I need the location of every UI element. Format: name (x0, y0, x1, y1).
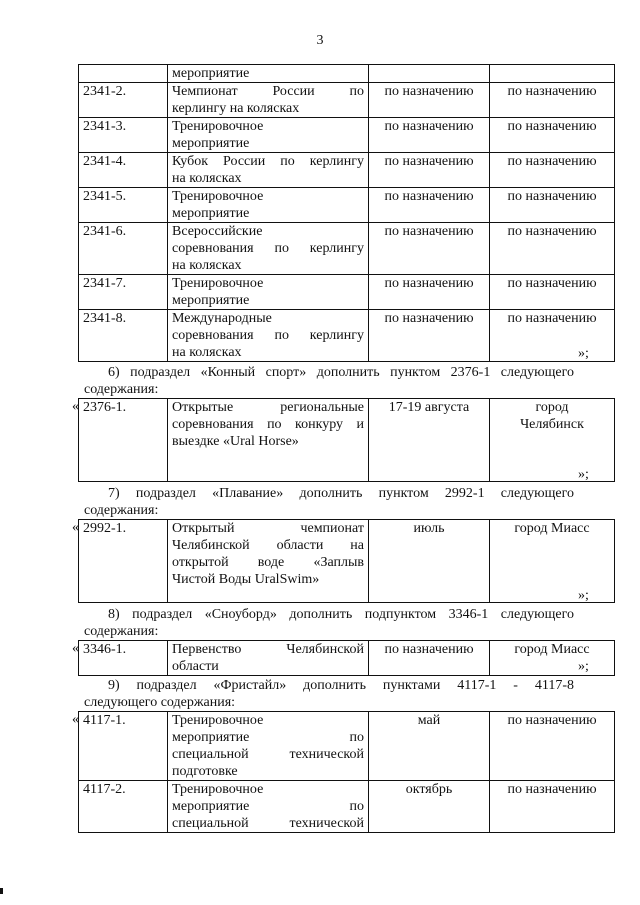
close-quote: »; (578, 467, 589, 482)
paragraph-line: содержания: (84, 624, 159, 639)
table-row (79, 118, 615, 153)
table-freestyle (78, 711, 615, 833)
cell-date (369, 65, 490, 83)
open-quote: « (72, 399, 79, 414)
cell-date: по назначению (369, 83, 490, 118)
cell-place: по назначению (490, 188, 615, 223)
event-line: на колясках (172, 345, 242, 360)
event-line: подготовке (172, 764, 238, 779)
cell-number: 2376-1. (79, 399, 168, 482)
event-line: Челябинской области на (172, 538, 364, 553)
paragraph-line: 8) подраздел «Сноуборд» дополнить подпунктом 3346-1 следующего (108, 607, 574, 622)
cell-number: 2341-4. (79, 153, 168, 188)
event-line: мероприятие (172, 66, 250, 81)
table-row (79, 65, 615, 83)
event-line: Тренировочное (172, 713, 264, 728)
cell-date: июль (369, 520, 490, 603)
table-swimming (78, 519, 615, 603)
table-row (79, 399, 615, 482)
event-line: на колясках (172, 171, 242, 186)
paragraph-8 (86, 606, 574, 640)
event-line: Открытый чемпионат (172, 521, 364, 536)
cell-number (79, 65, 168, 83)
event-line: Тренировочное (172, 119, 264, 134)
cell-date: по назначению (369, 153, 490, 188)
table-row (79, 641, 615, 676)
event-line: мероприятие по (172, 730, 364, 745)
cell-event (168, 275, 369, 310)
cell-number: 4117-2. (79, 781, 168, 833)
event-line: соревнования по керлингу (172, 328, 364, 343)
event-line: Тренировочное (172, 276, 264, 291)
cell-number: 2341-2. (79, 83, 168, 118)
close-quote: »; (578, 659, 589, 674)
cell-date: по назначению (369, 223, 490, 275)
paragraph-line: содержания: (84, 382, 159, 397)
cell-number: 2992-1. (79, 520, 168, 603)
cell-number: 2341-8. (79, 310, 168, 362)
table-row (79, 153, 615, 188)
close-quote: »; (578, 346, 589, 361)
cell-event (168, 188, 369, 223)
page-number: 3 (316, 33, 324, 48)
cell-event (168, 223, 369, 275)
event-line: Чемпионат России по (172, 84, 364, 99)
cell-number: 2341-7. (79, 275, 168, 310)
table-row (79, 781, 615, 833)
event-line: Первенство Челябинской (172, 642, 364, 657)
cell-event (168, 153, 369, 188)
cell-place: город Миасс (490, 641, 615, 676)
cell-place: по назначению (490, 83, 615, 118)
cell-place: по назначению (490, 275, 615, 310)
cell-number: 2341-5. (79, 188, 168, 223)
cell-number: 2341-3. (79, 118, 168, 153)
table-row (79, 520, 615, 603)
cell-place: по назначению (490, 118, 615, 153)
open-quote: « (72, 712, 79, 727)
cell-event (168, 641, 369, 676)
event-line: Кубок России по керлингу (172, 154, 364, 169)
event-line: Тренировочное (172, 189, 264, 204)
event-line: соревнования по конкуру и (172, 417, 364, 432)
table-curling (78, 64, 615, 362)
cell-date: по назначению (369, 188, 490, 223)
paragraph-line: 7) подраздел «Плавание» дополнить пунктом 2992-1 следующего (108, 486, 574, 501)
cell-date: 17-19 августа (369, 399, 490, 482)
cell-event (168, 781, 369, 833)
cell-date: по назначению (369, 118, 490, 153)
table-row (79, 275, 615, 310)
table-snowboard (78, 640, 615, 676)
open-quote: « (72, 520, 79, 535)
event-line: мероприятие (172, 206, 250, 221)
event-line: выездке «Ural Horse» (172, 434, 299, 449)
event-line: соревнования по керлингу (172, 241, 364, 256)
event-line: специальной технической (172, 747, 364, 762)
paragraph-line: следующего содержания: (84, 695, 236, 710)
paragraph-line: содержания: (84, 503, 159, 518)
cell-date: по назначению (369, 641, 490, 676)
place-line: Челябинск (520, 417, 584, 432)
table-row (79, 223, 615, 275)
cell-number: 4117-1. (79, 712, 168, 781)
cell-place (490, 399, 615, 482)
scan-mark (0, 888, 3, 894)
cell-date: май (369, 712, 490, 781)
cell-date: октябрь (369, 781, 490, 833)
cell-place: по назначению (490, 310, 615, 362)
cell-number: 2341-6. (79, 223, 168, 275)
event-line: на колясках (172, 258, 242, 273)
cell-event (168, 712, 369, 781)
cell-event (168, 118, 369, 153)
event-line: Всероссийские (172, 224, 263, 239)
cell-event (168, 65, 369, 83)
paragraph-6 (86, 364, 574, 398)
event-line: керлингу на колясках (172, 101, 300, 116)
paragraph-line: 9) подраздел «Фристайл» дополнить пунктами 4117-1 - 4117-8 (108, 678, 574, 693)
cell-event (168, 399, 369, 482)
cell-number: 3346-1. (79, 641, 168, 676)
open-quote: « (72, 641, 79, 656)
event-line: открытой воде «Заплыв (172, 555, 364, 570)
place-line: город (535, 400, 569, 415)
event-line: мероприятие по (172, 799, 364, 814)
cell-place: по назначению (490, 153, 615, 188)
cell-event (168, 310, 369, 362)
table-equestrian (78, 398, 615, 482)
event-line: Чистой Воды UralSwim» (172, 572, 320, 587)
paragraph-7 (86, 485, 574, 519)
event-line: Открытые региональные (172, 400, 364, 415)
event-line: Международные (172, 311, 272, 326)
paragraph-line: 6) подраздел «Конный спорт» дополнить пунктом 2376-1 следующего (108, 365, 574, 380)
event-line: Тренировочное (172, 782, 264, 797)
cell-event (168, 520, 369, 603)
table-row (79, 712, 615, 781)
cell-date: по назначению (369, 275, 490, 310)
cell-place: по назначению (490, 223, 615, 275)
cell-place: по назначению (490, 712, 615, 781)
cell-place: по назначению (490, 781, 615, 833)
cell-place (490, 65, 615, 83)
table-row (79, 83, 615, 118)
table-row (79, 188, 615, 223)
table-row (79, 310, 615, 362)
cell-date: по назначению (369, 310, 490, 362)
cell-place: город Миасс (490, 520, 615, 603)
close-quote: »; (578, 588, 589, 603)
event-line: мероприятие (172, 136, 250, 151)
cell-event (168, 83, 369, 118)
paragraph-9 (86, 677, 574, 711)
event-line: мероприятие (172, 293, 250, 308)
event-line: области (172, 659, 219, 674)
event-line: специальной технической (172, 816, 364, 831)
